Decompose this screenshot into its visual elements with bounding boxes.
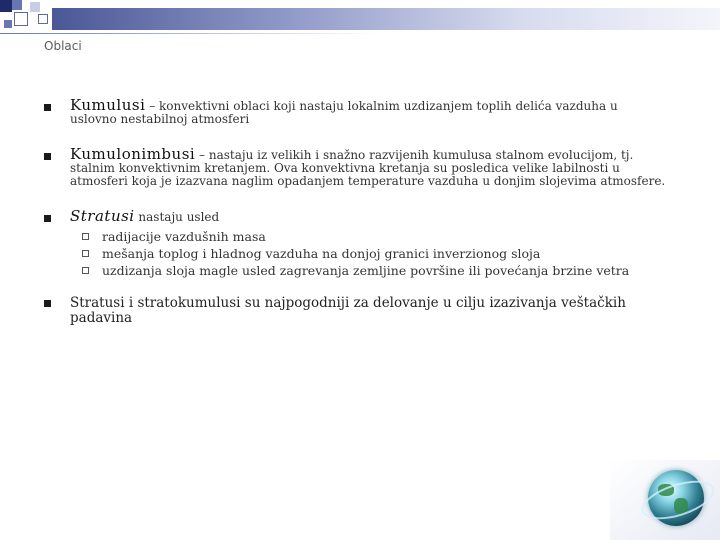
sub-item-text: radijacije vazdušnih masa — [102, 229, 266, 244]
bullet-marker — [44, 104, 51, 111]
bullet-text-line: konvektivni oblaci koji nastaju lokalnim uzdizanjem toplih delića vazduha u — [159, 99, 618, 113]
bullet-stratokumulusi — [70, 296, 690, 326]
header-divider-line — [0, 33, 380, 34]
bullet-kumulonimbusi — [70, 145, 690, 188]
bullet-text-line: Stratusi i stratokumulusi su najpogodniji za delovanje u cilju izazivanja veštačkih — [70, 295, 626, 311]
term-kumulonimbusi: Kumulonimbusi — [70, 145, 196, 163]
sub-item-text: uzdizanja sloja magle usled zagrevanja zemljine površine ili povećanja brzine vetra — [102, 263, 630, 278]
term-stratusi: Stratusi — [70, 207, 135, 225]
term-dash: – — [195, 148, 209, 162]
sub-item-text: mešanja toplog i hladnog vazduha na donjoj granici inverzionog sloja — [102, 246, 541, 261]
term-kumulusi: Kumulusi — [70, 96, 146, 114]
header-square-mid — [12, 0, 22, 10]
checkbox-bullet-icon — [82, 233, 89, 240]
checkbox-bullet-icon — [82, 267, 89, 274]
bullet-text-line: atmosferi koja je izazvana naglim opadanjem temperature vazduha u donjim slojevima atmosfere. — [70, 174, 666, 188]
bullet-marker — [44, 215, 51, 222]
bullet-text-line: nastaju iz velikih i snažno razvijenih kumulusa stalnom evolucijom, tj. — [208, 148, 634, 162]
header-square-outline — [14, 12, 28, 26]
bullet-text-line: padavina — [70, 310, 133, 326]
bullet-stratusi — [70, 207, 690, 225]
list-item — [82, 246, 682, 263]
slide-title: Oblaci — [44, 39, 82, 53]
bullet-kumulusi — [70, 96, 690, 126]
list-item — [82, 263, 682, 280]
header-gradient-bar — [52, 8, 720, 30]
bullet-text-line: stalnim konvektivnim kretanjem. Ova konvektivna kretanja su posledica velike labilnosti u — [70, 161, 620, 175]
header-square-light — [30, 2, 40, 12]
checkbox-bullet-icon — [82, 250, 89, 257]
list-item — [82, 229, 682, 246]
sub-list-stratusi — [82, 229, 682, 280]
bullet-text-line: uslovno nestabilnoj atmosferi — [70, 112, 250, 126]
header-square-outline-small — [38, 14, 48, 24]
header-square-dark — [0, 0, 12, 12]
header-square-mid-2 — [4, 20, 12, 28]
bullet-marker — [44, 300, 51, 307]
bullet-text-line: nastaju usled — [134, 210, 220, 224]
bullet-marker — [44, 153, 51, 160]
term-dash: – — [145, 99, 160, 113]
